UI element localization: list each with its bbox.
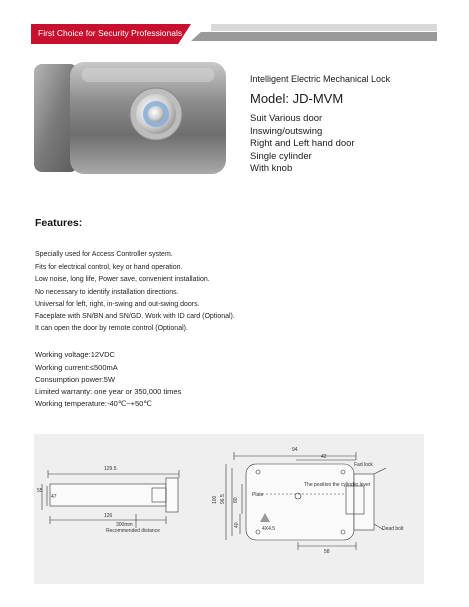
feature-item: Fits for electrical control, key or hand operation.	[35, 264, 183, 271]
plate-label: Plate	[252, 492, 264, 498]
feature-item: It can open the door by remote control (Optional).	[35, 325, 188, 332]
dimension-drawing-panel	[34, 434, 424, 584]
product-headline: Intelligent Electric Mechanical Lock	[250, 74, 391, 84]
parameter-item: Working temperature:-40℃~+50℃	[35, 399, 152, 408]
dim-label: 42	[321, 454, 327, 460]
features-heading: Features:	[35, 217, 83, 229]
side-view-faceplate	[166, 478, 178, 512]
dim-label: 58	[324, 549, 330, 555]
dim-label: 100	[212, 495, 218, 504]
leader-line	[374, 468, 386, 474]
hole-size-label: 4X4.5	[262, 526, 276, 532]
parameter-item: Consumption power:5W	[35, 375, 116, 384]
side-view-body	[50, 484, 166, 506]
dimension-drawing	[34, 434, 424, 584]
spec-item: Inswing/outswing	[250, 126, 323, 137]
spec-item: Right and Left hand door	[250, 138, 355, 149]
dim-label: 126	[104, 513, 113, 519]
dim-label: 47	[51, 494, 57, 500]
dim-label: 94	[292, 447, 298, 453]
feature-item: Low noise, long life, Power save, convenient installation.	[35, 276, 210, 283]
recommended-label: Recommended distance	[106, 528, 160, 534]
header-banner	[31, 24, 437, 44]
knob-center	[148, 106, 164, 122]
feature-item: Universal for left, right, in-swing and out-swing doors.	[35, 301, 200, 308]
dim-label: 55	[37, 488, 43, 494]
dim-label: 300mm	[116, 522, 133, 528]
dim-label: 96.5	[220, 494, 226, 504]
lock-body-highlight	[82, 68, 214, 82]
feature-item: Specially used for Access Controller system.	[35, 251, 173, 258]
dead-bolt-label: Dead bolt	[382, 526, 404, 532]
product-model: Model: JD-MVM	[250, 91, 344, 106]
parameter-item: Working current:≤500mA	[35, 363, 118, 372]
parameter-item: Limited warranty: one year or 350,000 times	[35, 387, 182, 396]
lock-product-image	[30, 58, 230, 178]
fad-lock-label: Fad lock	[354, 462, 373, 468]
banner-tagline: First Choice for Security Professionals	[38, 28, 183, 38]
dim-label: 129.5	[104, 466, 117, 472]
dim-label: 80	[233, 497, 239, 503]
banner-stripe-grey	[191, 32, 437, 41]
spec-item: With knob	[250, 163, 293, 174]
feature-item: No necessary to identify installation directions.	[35, 289, 179, 296]
feature-item: Faceplate with SN/BN and SN/GD. Work with ID card (Optional).	[35, 313, 235, 320]
spec-item: Single cylinder	[250, 151, 312, 162]
spec-item: Suit Various door	[250, 113, 323, 124]
cylinder-position-label: The position the cylinder lever	[304, 482, 371, 488]
dim-label: 40	[234, 522, 240, 528]
banner-stripe-light	[211, 24, 437, 31]
parameter-item: Working voltage:12VDC	[35, 350, 115, 359]
